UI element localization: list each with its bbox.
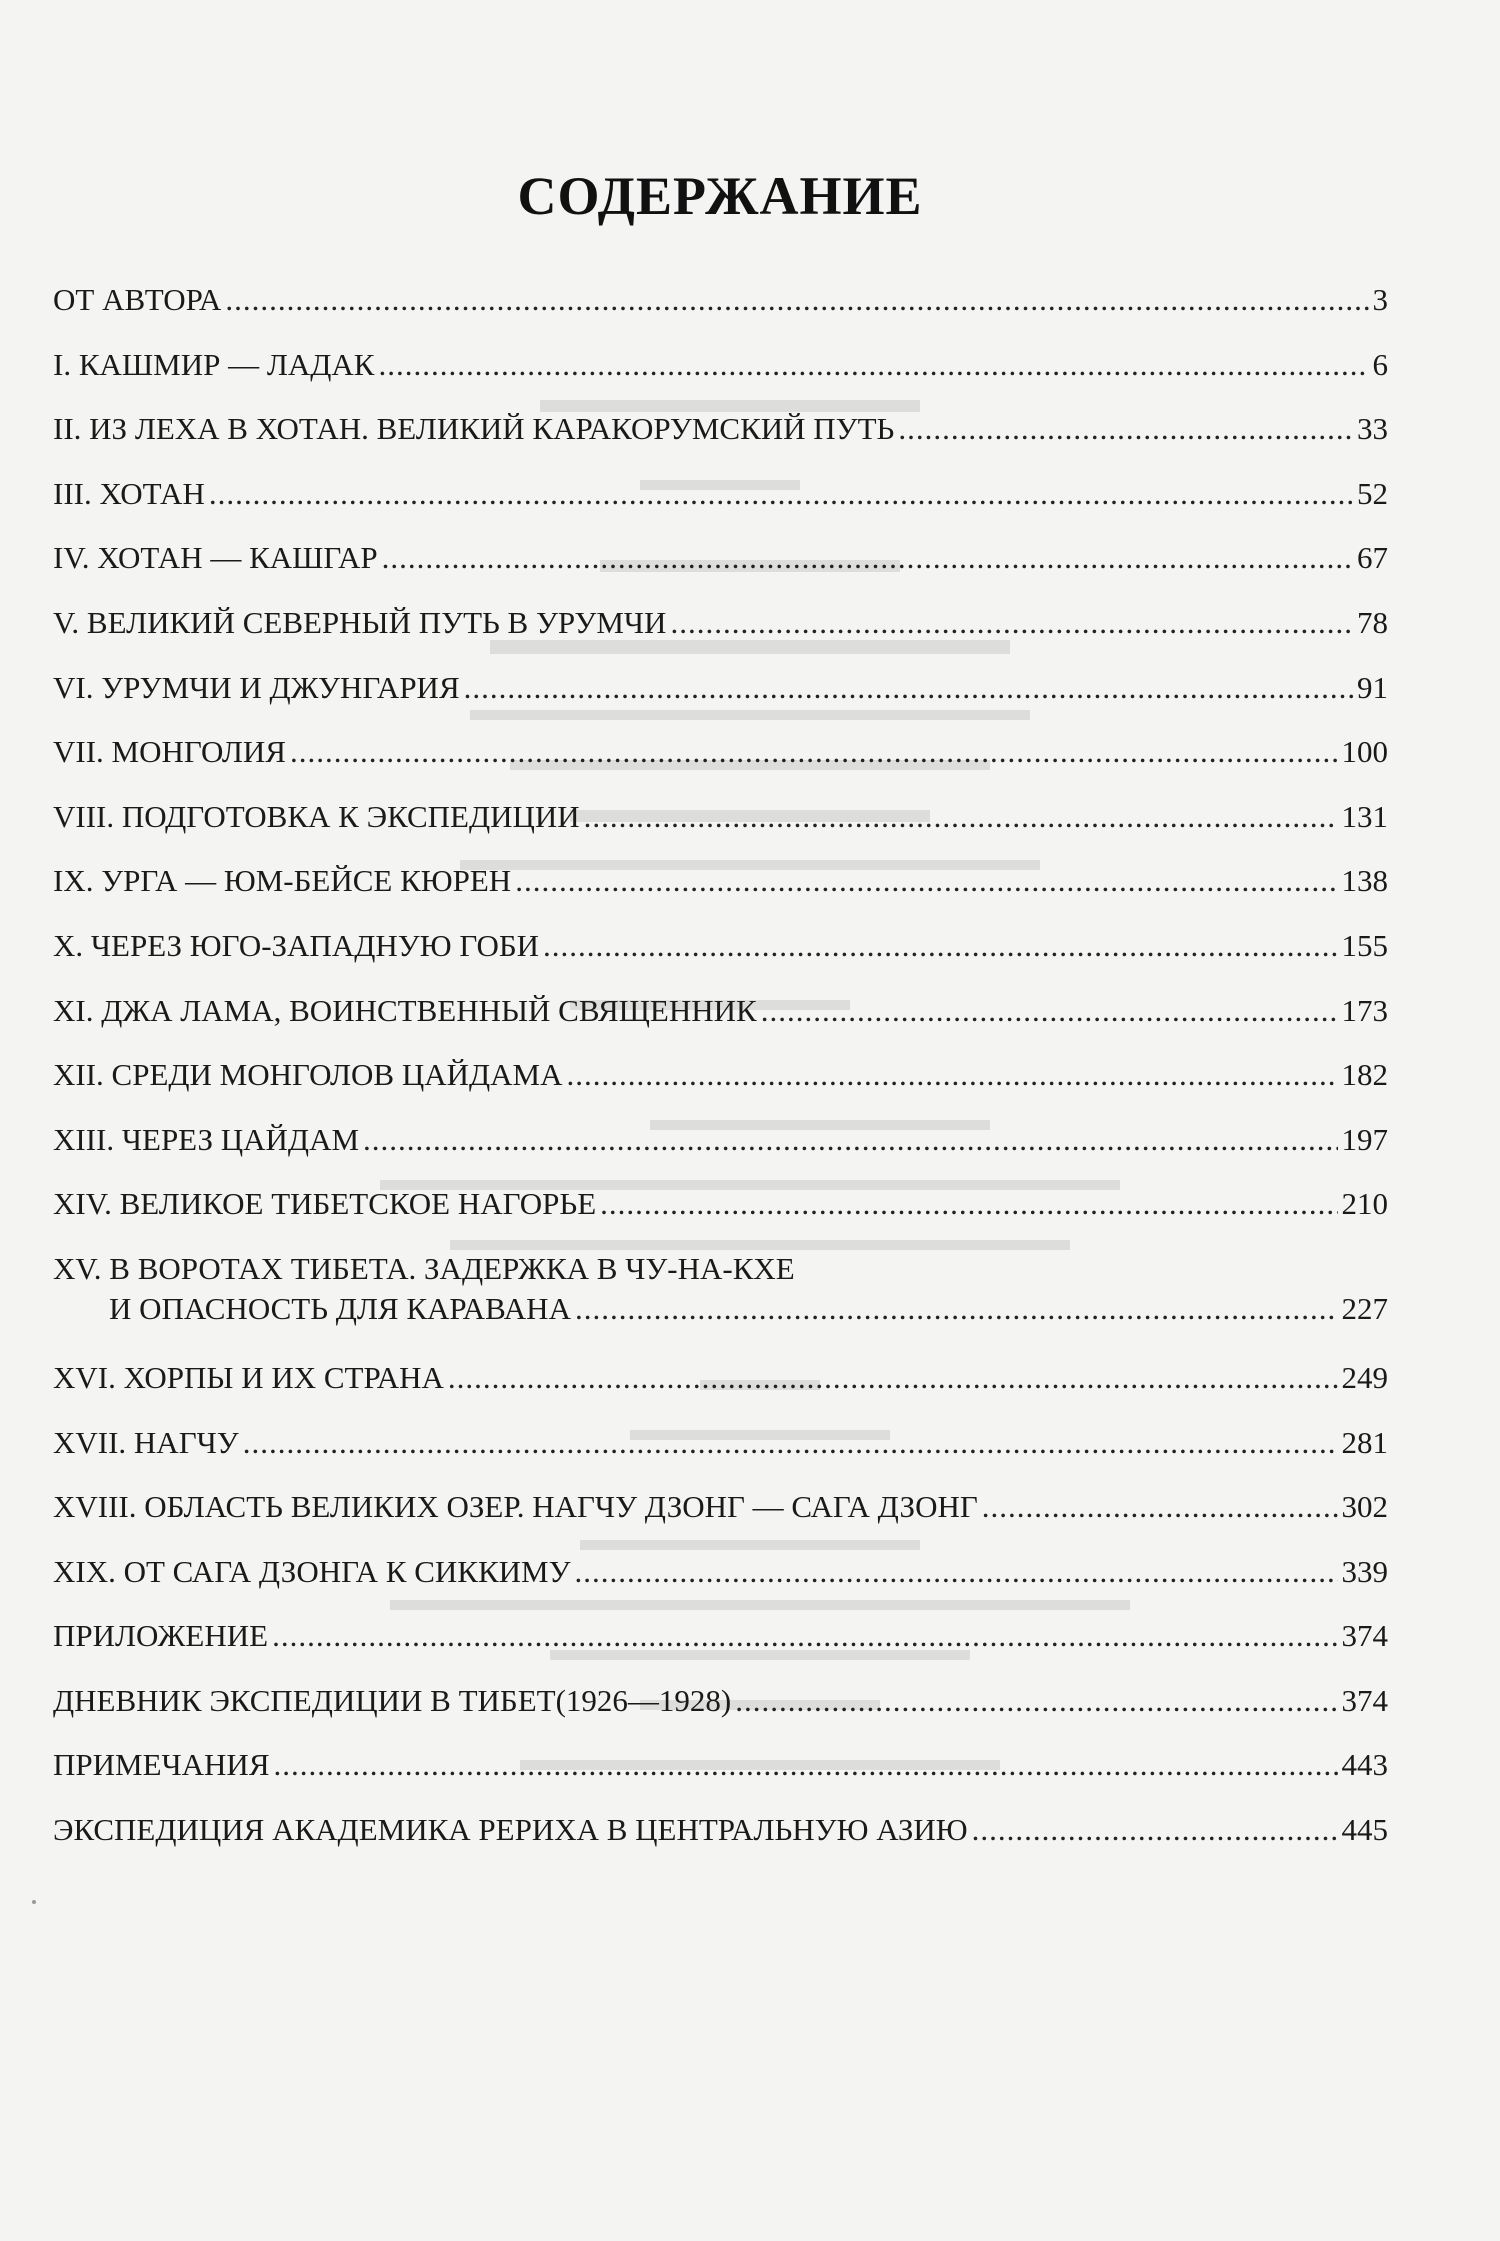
toc-entry-page: 78	[1357, 604, 1388, 640]
toc-entry	[53, 732, 1388, 797]
toc-entry	[53, 1055, 1388, 1120]
dot-leader	[600, 1184, 1337, 1224]
toc-entry-title: X. ЧЕРЕЗ ЮГО-ЗАПАДНУЮ ГОБИ	[53, 927, 540, 963]
toc-entry-title: XIII. ЧЕРЕЗ ЦАЙДАМ	[53, 1121, 360, 1157]
toc-entry-title: XIV. ВЕЛИКОЕ ТИБЕТСКОЕ НАГОРЬЕ	[53, 1186, 597, 1222]
toc-entry-title: ДНЕВНИК ЭКСПЕДИЦИИ В ТИБЕТ(1926—1928)	[53, 1682, 732, 1718]
dot-leader	[290, 732, 1338, 772]
toc-entry	[53, 1681, 1388, 1746]
dot-leader	[243, 1423, 1338, 1463]
dot-leader	[567, 1055, 1338, 1095]
dot-leader	[982, 1487, 1338, 1527]
toc-entry	[53, 1423, 1388, 1488]
dot-leader	[575, 1289, 1338, 1329]
toc-entry	[53, 1552, 1388, 1617]
toc-entry-title: XVII. НАГЧУ	[53, 1424, 239, 1460]
toc-entry-page: 227	[1341, 1290, 1388, 1326]
toc-entry-title: XVIII. ОБЛАСТЬ ВЕЛИКИХ ОЗЕР. НАГЧУ ДЗОНГ — САГА ДЗОНГ	[53, 1489, 978, 1525]
toc-entry-title: II. ИЗ ЛЕХА В ХОТАН. ВЕЛИКИЙ КАРАКОРУМСКИЙ ПУТЬ	[53, 411, 895, 447]
toc-entry	[53, 1745, 1388, 1810]
toc-entry	[53, 797, 1388, 862]
toc-entry-title-line-2: И ОПАСНОСТЬ ДЛЯ КАРАВАНА	[109, 1290, 571, 1326]
toc-entry-title: XVI. ХОРПЫ И ИХ СТРАНА	[53, 1359, 444, 1395]
toc-entry	[53, 861, 1388, 926]
toc-entry-title: XII. СРЕДИ МОНГОЛОВ ЦАЙДАМА	[53, 1057, 563, 1093]
toc-entry-page: 33	[1357, 411, 1388, 447]
toc-entry-title: V. ВЕЛИКИЙ СЕВЕРНЫЙ ПУТЬ В УРУМЧИ	[53, 604, 667, 640]
dot-leader	[898, 409, 1353, 449]
toc-entry	[53, 603, 1388, 668]
dot-leader	[670, 603, 1353, 643]
toc-entry-title: IV. ХОТАН — КАШГАР	[53, 540, 378, 576]
toc-entry-page: 210	[1341, 1186, 1388, 1222]
toc-entry-page: 197	[1341, 1121, 1388, 1157]
toc-entry-title: ПРИМЕЧАНИЯ	[53, 1747, 270, 1783]
toc-entry	[53, 991, 1388, 1056]
toc-entry	[53, 1184, 1388, 1249]
dot-leader	[382, 538, 1353, 578]
dot-leader	[274, 1745, 1338, 1785]
toc-entry-page: 302	[1341, 1489, 1388, 1525]
toc-entry	[53, 474, 1388, 539]
dot-leader	[209, 474, 1353, 514]
page-title: СОДЕРЖАНИЕ	[517, 166, 923, 226]
toc-entry-page: 138	[1341, 863, 1388, 899]
toc-entry-title: III. ХОТАН	[53, 475, 205, 511]
dot-leader	[225, 280, 1368, 320]
toc-entry	[53, 1487, 1388, 1552]
toc-entry-title: VII. МОНГОЛИЯ	[53, 734, 286, 770]
toc-entry-title: ПРИЛОЖЕНИЕ	[53, 1618, 269, 1654]
dot-leader	[584, 797, 1338, 837]
dot-leader	[448, 1358, 1338, 1398]
toc-entry-page: 91	[1357, 669, 1388, 705]
dot-leader	[735, 1681, 1337, 1721]
toc-entry-page: 374	[1341, 1682, 1388, 1718]
toc-entry-title: I. КАШМИР — ЛАДАК	[53, 346, 375, 382]
toc-entry	[53, 538, 1388, 603]
toc-entry	[53, 1249, 1388, 1358]
toc-entry-page: 374	[1341, 1618, 1388, 1654]
table-of-contents	[53, 280, 1388, 1875]
toc-entry-page: 339	[1341, 1553, 1388, 1589]
dot-leader	[464, 668, 1353, 708]
toc-entry	[53, 409, 1388, 474]
toc-entry-page: 131	[1341, 798, 1388, 834]
toc-entry-page: 443	[1341, 1747, 1388, 1783]
dot-leader	[363, 1120, 1337, 1160]
toc-entry	[53, 345, 1388, 410]
toc-entry-title-line-1: XV. В ВОРОТАХ ТИБЕТА. ЗАДЕРЖКА В ЧУ-НА-КХЕ	[53, 1250, 795, 1286]
toc-entry-page: 445	[1341, 1812, 1388, 1848]
toc-entry	[53, 1616, 1388, 1681]
toc-entry-title: ЭКСПЕДИЦИЯ АКАДЕМИКА РЕРИХА В ЦЕНТРАЛЬНУЮ АЗИЮ	[53, 1812, 968, 1848]
dot-leader	[515, 861, 1337, 901]
toc-entry-title: IX. УРГА — ЮМ-БЕЙСЕ КЮРЕН	[53, 863, 512, 899]
toc-entry-page: 281	[1341, 1424, 1388, 1460]
toc-entry-page: 6	[1372, 346, 1388, 382]
toc-entry-page: 52	[1357, 475, 1388, 511]
toc-entry-page: 249	[1341, 1359, 1388, 1395]
dot-leader	[272, 1616, 1337, 1656]
toc-entry	[53, 668, 1388, 733]
toc-entry-title: XI. ДЖА ЛАМА, ВОИНСТВЕННЫЙ СВЯЩЕННИК	[53, 992, 757, 1028]
toc-entry-title: XIX. ОТ САГА ДЗОНГА К СИККИМУ	[53, 1553, 571, 1589]
toc-entry	[53, 926, 1388, 991]
dot-leader	[761, 991, 1338, 1031]
toc-entry-page: 173	[1341, 992, 1388, 1028]
toc-entry-title: VIII. ПОДГОТОВКА К ЭКСПЕДИЦИИ	[53, 798, 580, 834]
toc-entry-page: 100	[1341, 734, 1388, 770]
toc-entry-page: 155	[1341, 927, 1388, 963]
dot-leader	[575, 1552, 1338, 1592]
toc-entry	[53, 1358, 1388, 1423]
dot-leader	[543, 926, 1337, 966]
toc-entry-title: VI. УРУМЧИ И ДЖУНГАРИЯ	[53, 669, 460, 705]
toc-entry	[53, 1120, 1388, 1185]
toc-entry-page: 67	[1357, 540, 1388, 576]
dot-leader	[972, 1810, 1338, 1850]
dot-leader	[378, 345, 1368, 385]
toc-entry-page: 182	[1341, 1057, 1388, 1093]
toc-entry-title: ОТ АВТОРА	[53, 282, 222, 317]
toc-entry	[53, 1810, 1388, 1875]
paper-speck	[32, 1900, 36, 1904]
toc-entry-page: 3	[1372, 282, 1388, 317]
toc-entry	[53, 280, 1388, 345]
